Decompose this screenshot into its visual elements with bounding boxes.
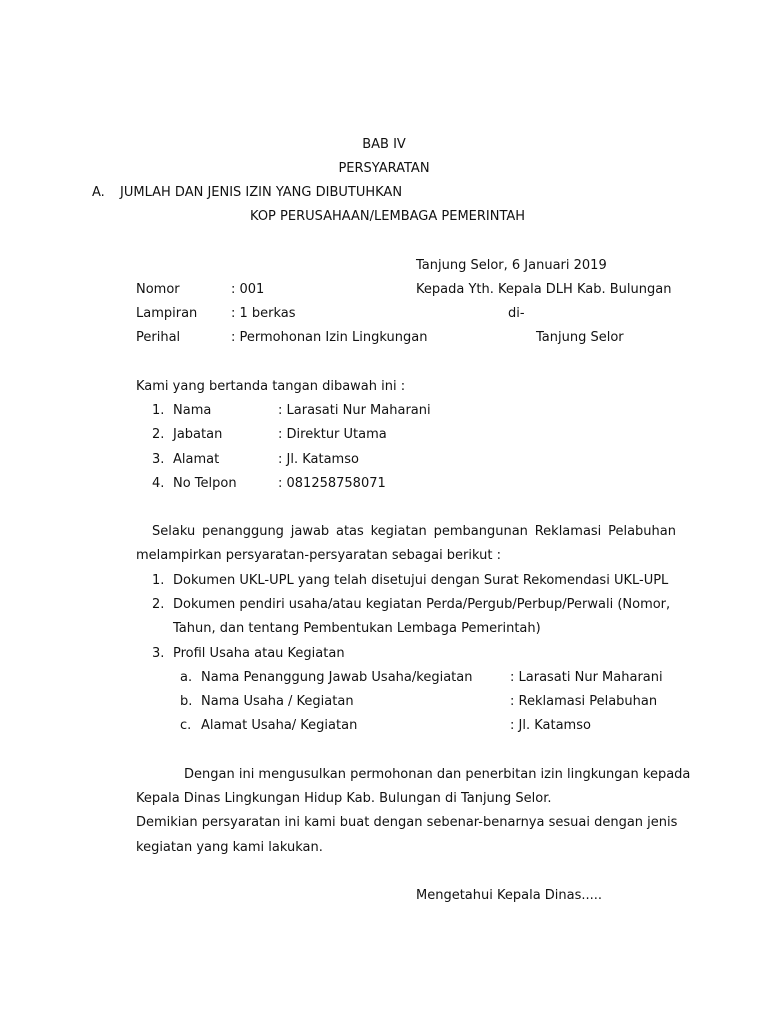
meta-value-perihal: : Permohonan Izin Lingkungan [231,330,428,345]
signer-label-nama: Nama [173,403,212,418]
profile-value: : Larasati Nur Maharani [510,670,663,685]
signer-num: 2. [152,427,165,442]
closing-line3: Demikian persyaratan ini kami buat dengan sebenar-benarnya sesuai dengan jenis [136,815,678,830]
signer-label-alamat: Alamat [173,452,220,467]
recipient-city: Tanjung Selor [536,330,624,345]
requirement-num: 2. [152,597,165,612]
signer-num: 4. [152,476,165,491]
closing-line4: kegiatan yang kami lakukan. [136,840,323,855]
signer-value-telpon: : 081258758071 [278,476,386,491]
profile-letter: b. [180,694,193,709]
meta-value-lampiran: : 1 berkas [231,306,296,321]
requirements-intro-line1: Selaku penanggung jawab atas kegiatan pembangunan Reklamasi Pelabuhan [152,524,676,539]
signer-label-jabatan: Jabatan [173,427,223,442]
recipient: Kepada Yth. Kepala DLH Kab. Bulungan [416,282,672,297]
place-date: Tanjung Selor, 6 Januari 2019 [416,258,607,273]
profile-label: Nama Penanggung Jawab Usaha/kegiatan [201,670,473,685]
requirement-num: 1. [152,573,165,588]
profile-letter: c. [180,718,192,733]
requirement-item: Dokumen pendiri usaha/atau kegiatan Perda/Pergub/Perbup/Perwali (Nomor, [173,597,671,612]
profile-letter: a. [180,670,193,685]
closing-line1: Dengan ini mengusulkan permohonan dan penerbitan izin lingkungan kepada [184,767,691,782]
chapter-label: BAB IV [362,137,406,152]
letterhead-placeholder: KOP PERUSAHAAN/LEMBAGA PEMERINTAH [250,209,526,224]
signer-num: 1. [152,403,165,418]
meta-label-nomor: Nomor [136,282,180,297]
signer-value-jabatan: : Direktur Utama [278,427,387,442]
requirement-item-continuation: Tahun, dan tentang Pembentukan Lembaga Pemerintah) [173,621,541,636]
section-title: JUMLAH DAN JENIS IZIN YANG DIBUTUHKAN [120,185,403,200]
recipient-di: di- [508,306,525,321]
section-marker: A. [92,185,105,200]
requirements-intro-line2: melampirkan persyaratan-persyaratan sebagai berikut : [136,548,501,563]
signer-value-nama: : Larasati Nur Maharani [278,403,431,418]
meta-value-nomor: : 001 [231,282,265,297]
signer-label-telpon: No Telpon [173,476,237,491]
closing-line2: Kepala Dinas Lingkungan Hidup Kab. Bulungan di Tanjung Selor. [136,791,552,806]
signer-value-alamat: : Jl. Katamso [278,452,359,467]
signature-caption: Mengetahui Kepala Dinas..... [416,888,603,903]
signer-intro: Kami yang bertanda tangan dibawah ini : [136,379,406,394]
profile-value: : Reklamasi Pelabuhan [510,694,658,709]
profile-value: : Jl. Katamso [510,718,591,733]
meta-label-lampiran: Lampiran [136,306,198,321]
requirement-item: Profil Usaha atau Kegiatan [173,646,345,661]
requirement-item: Dokumen UKL-UPL yang telah disetujui dengan Surat Rekomendasi UKL-UPL [173,573,669,588]
chapter-title: PERSYARATAN [338,161,430,176]
profile-label: Nama Usaha / Kegiatan [201,694,354,709]
requirement-num: 3. [152,646,165,661]
profile-label: Alamat Usaha/ Kegiatan [201,718,358,733]
signer-num: 3. [152,452,165,467]
meta-label-perihal: Perihal [136,330,181,345]
